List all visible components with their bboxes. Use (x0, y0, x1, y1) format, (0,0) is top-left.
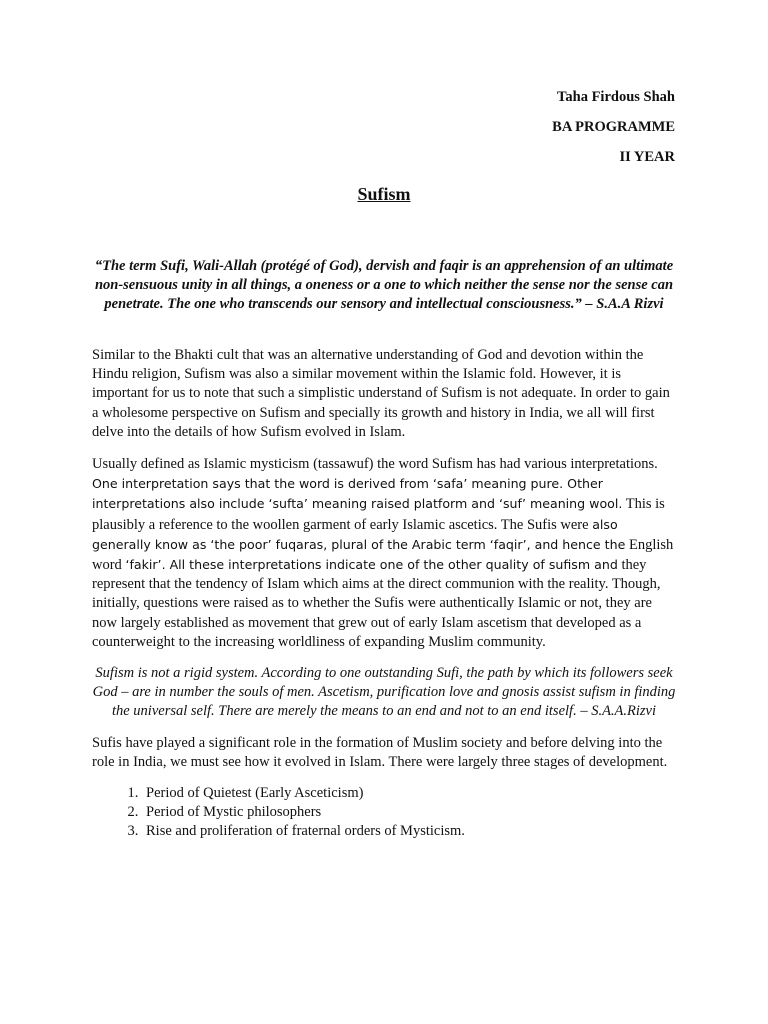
author-name: Taha Firdous Shah (557, 89, 675, 105)
year-label: II YEAR (619, 149, 675, 165)
list-item: 1. Period of Quietest (Early Asceticism) (142, 784, 676, 803)
definition-text-4: also generally know as ‘the poor’ fuqaras, plural of the Arabic term ‘faqir’, and hence the (92, 516, 626, 552)
programme-label: BA PROGRAMME (552, 119, 675, 135)
definition-text-1: Usually defined as Islamic mysticism (tassawuf) the word Sufism has had various interpretations. (92, 456, 658, 473)
definition-text-7: they represent that the tendency of Islam which aims at the direct communion with the reality. Though, initially, questions were raised as to whether the Sufis were authentically Islamic or not, they are now largely established as movement that grew out of early Islam ascetism that developed as a counterweight to the increasing worldliness of expanding Muslim community. (92, 557, 661, 650)
definition-text-5: English word (92, 536, 674, 574)
paragraph-definition (92, 454, 676, 652)
opening-quote: “The term Sufi, Wali-Allah (protégé of God), dervish and faqir is an apprehension of an ultimate non-sensuous unity in all things, a oneness or a one to which neither the sense nor the sense can penetrate. The one who transcends our sensory and intellectual consciousness.” – S.A.A Rizvi (94, 258, 674, 313)
definition-text-2: One interpretation says that the word is derived from ‘safa’ meaning pure. Other interpretations also include ‘sufta’ meaning raised platform and ‘suf’ meaning wool. (92, 476, 623, 512)
definition-text-3: This is plausibly a reference to the woollen garment of early Islamic ascetics. The Sufis were (92, 496, 665, 533)
list-item: 3. Rise and proliferation of fraternal orders of Mysticism. (142, 822, 676, 841)
author-header (552, 88, 675, 166)
paragraph-stages-intro: Sufis have played a significant role in the formation of Muslim society and before delving into the role in India, we must see how it evolved in Islam. There were largely three stages of development. (92, 734, 668, 770)
body-text (92, 346, 676, 842)
definition-text-6: ‘fakir’. All these interpretations indicate one of the other quality of sufism and (125, 557, 618, 573)
paragraph-intro: Similar to the Bhakti cult that was an alternative understanding of God and devotion within the Hindu religion, Sufism was also a similar movement within the Islamic fold. However, it is important for us to note that such a simplistic understand of Sufism is not adequate. In order to gain a wholesome perspective on Sufism and specially its growth and history in India, we all will first delve into the details of how Sufism evolved in Islam. (92, 347, 670, 440)
page-title: Sufism (357, 184, 411, 204)
rizvi-quote: Sufism is not a rigid system. According to one outstanding Sufi, the path by which its followers seek God – are in number the souls of men. Ascetism, purification love and gnosis assist sufism in finding the universal self. There are merely the means to an end and not to an end itself. – S.A.A.Rizvi (92, 665, 676, 720)
list-item: 2. Period of Mystic philosophers (142, 803, 676, 822)
stages-list (92, 784, 676, 842)
